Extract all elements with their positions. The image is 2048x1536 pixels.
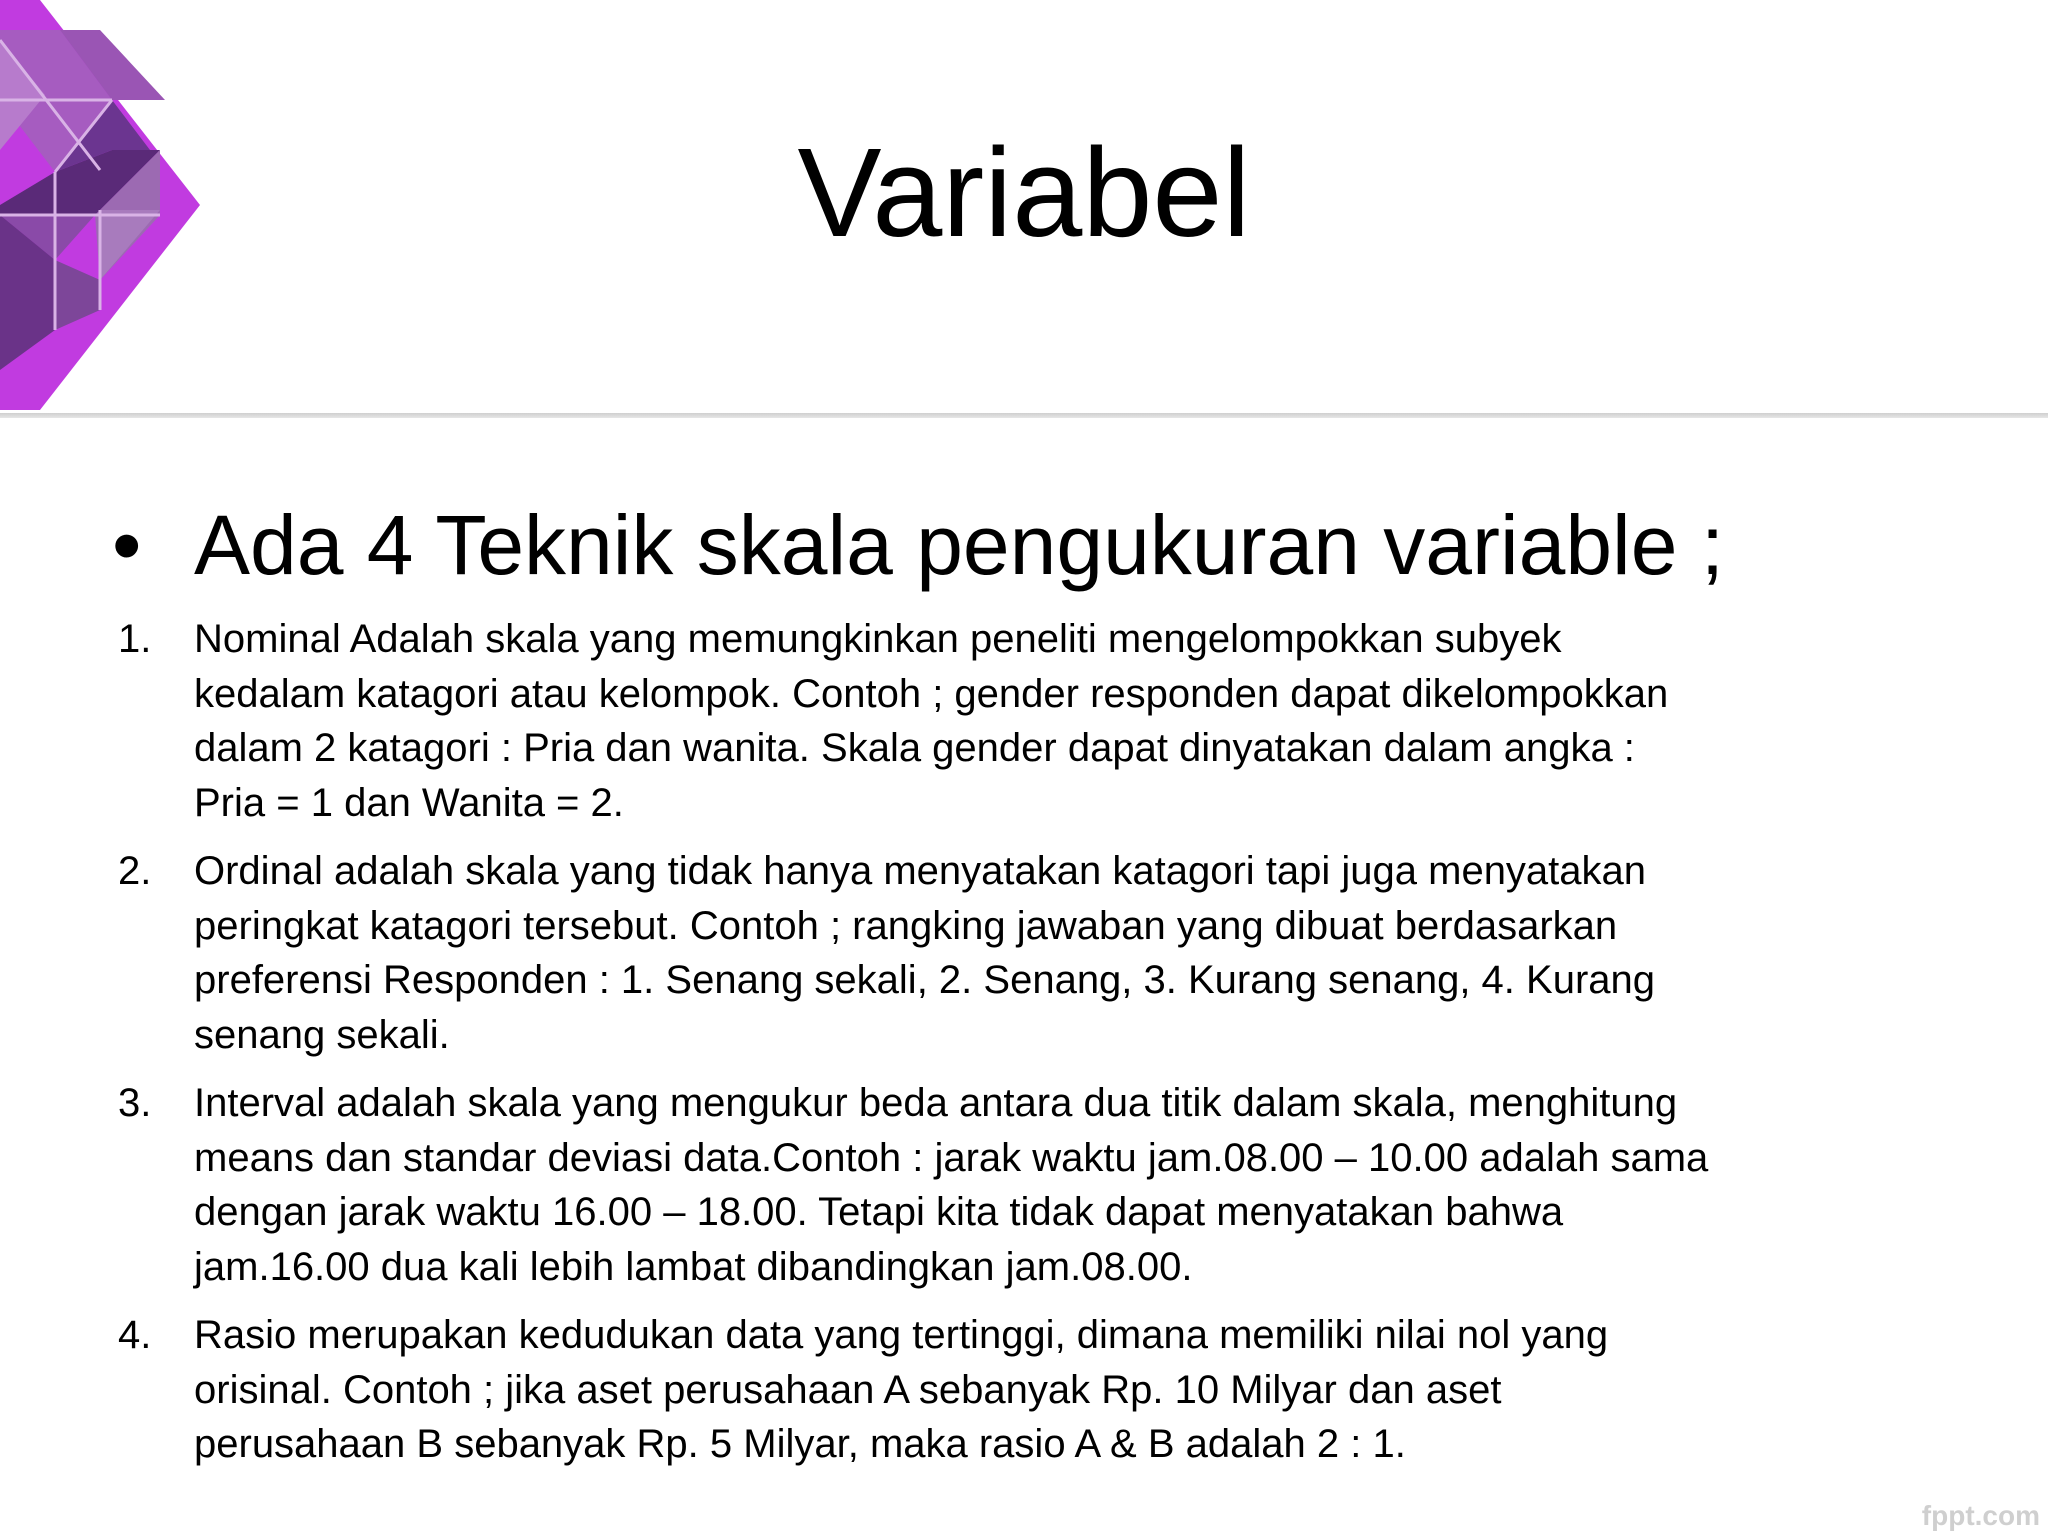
list-item-text: Rasio merupakan kedudukan data yang tertinggi, dimana memiliki nilai nol yang orisinal. Contoh ; jika aset perusahaan A sebanyak Rp. 10 Milyar dan aset perusahaan B sebanyak Rp. 5 Milyar, maka rasio A & B adalah 2 : 1. [194, 1313, 1609, 1466]
list-item-number: 2. [118, 849, 152, 893]
main-bullet [112, 495, 1992, 595]
header-divider [0, 413, 2048, 418]
bullet-heading: Ada 4 Teknik skala pengukuran variable ; [194, 498, 1725, 592]
numbered-list [112, 612, 1932, 1486]
list-item-text: Interval adalah skala yang mengukur beda antara dua titik dalam skala, menghitung means dan standar deviasi data.Contoh : jarak waktu jam.08.00 – 10.00 adalah sama dengan jarak waktu 16.00 – 18.00. Tetapi kita tidak dapat menyatakan bahwa jam.16.00 dua kali lebih lambat dibandingkan jam.08.00. [194, 1081, 1709, 1289]
list-item [112, 1076, 1932, 1294]
bullet-icon: • [112, 498, 142, 592]
watermark: fppt.com [1921, 1500, 2040, 1531]
list-item-text: Ordinal adalah skala yang tidak hanya menyatakan katagori tapi juga menyatakan peringkat katagori tersebut. Contoh ; rangking jawaban yang dibuat berdasarkan preferensi Responden : 1. Senang sekali, 2. Senang, 3. Kurang senang, 4. Kurang senang sekali. [194, 849, 1656, 1057]
list-item-number: 3. [118, 1081, 152, 1125]
list-item [112, 612, 1932, 830]
slide-title: Variabel [797, 122, 1251, 263]
list-item-number: 4. [118, 1313, 152, 1357]
list-item-text: Nominal Adalah skala yang memungkinkan peneliti mengelompokkan subyek kedalam katagori atau kelompok. Contoh ; gender responden dapat dikelompokkan dalam 2 katagori : Pria dan wanita. Skala gender dapat dinyatakan dalam angka : Pria = 1 dan Wanita = 2. [194, 617, 1669, 825]
list-item [112, 1308, 1932, 1472]
list-item [112, 844, 1932, 1062]
list-item-number: 1. [118, 617, 152, 661]
